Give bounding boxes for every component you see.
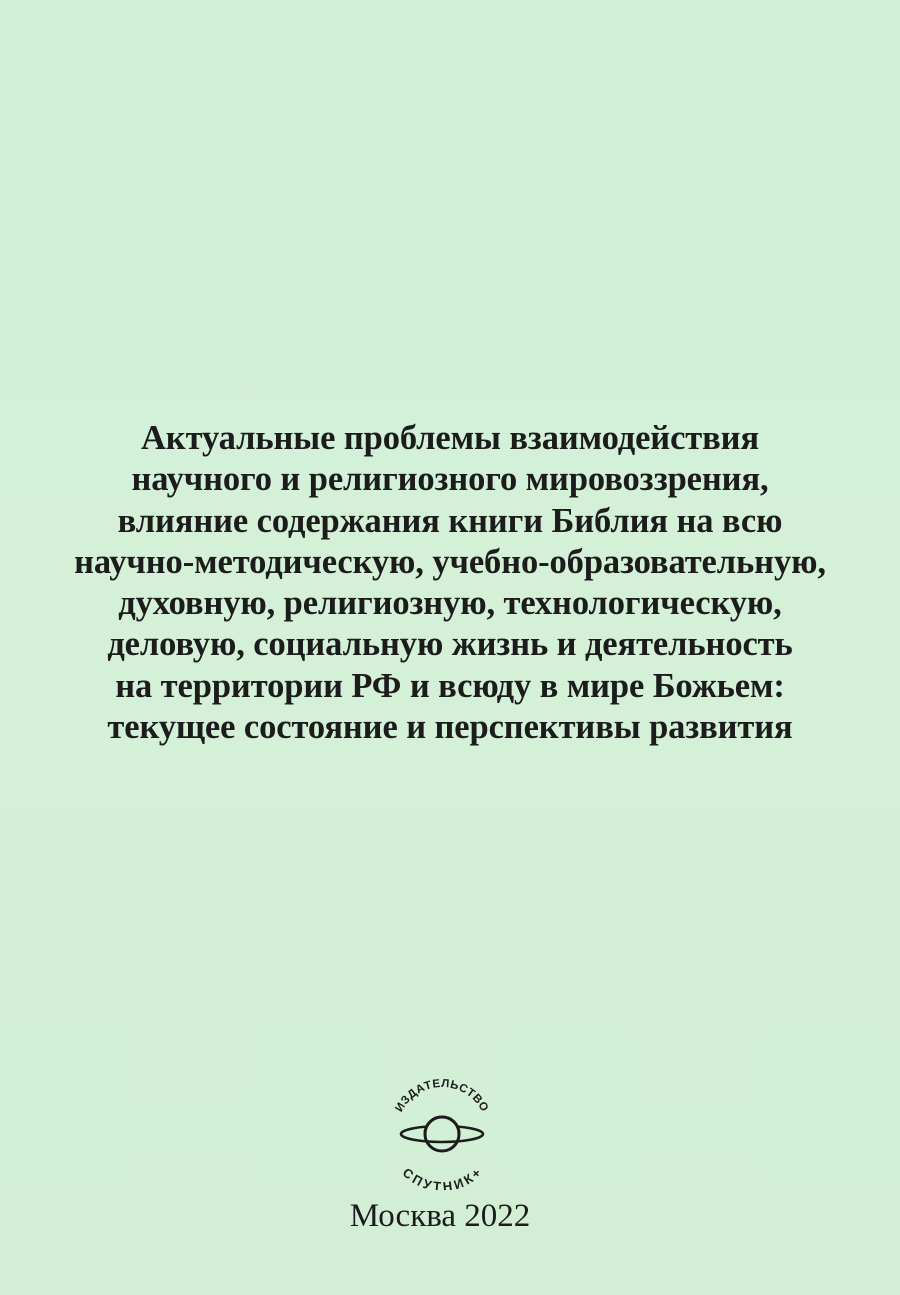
svg-text:ИЗДАТЕЛЬСТВО: [393, 1078, 490, 1114]
logo-bottom-text: СПУТНИК+: [399, 1164, 485, 1190]
book-title: [0, 418, 900, 748]
title-line: духовную, религиозную, технологическую,: [118, 584, 782, 623]
publisher-logo: [383, 1070, 501, 1190]
title-line: Актуальные проблемы взаимодействия: [140, 419, 760, 457]
title-line: влияние содержания книги Библия на всю: [117, 501, 783, 540]
logo-top-text: ИЗДАТЕЛЬСТВО: [393, 1077, 491, 1115]
imprint-city-year: Москва 2022: [349, 1198, 531, 1234]
title-line: научно-методическую, учебно-образовательную,: [74, 542, 826, 581]
planet-ring-icon: [401, 1116, 483, 1151]
title-line: текущее состояние и перспективы развития: [107, 708, 793, 747]
svg-text:СПУТНИК+: [400, 1164, 484, 1190]
title-line: на территории РФ и всюду в мире Божьем:: [115, 666, 785, 705]
title-line: деловую, социальную жизнь и деятельность: [107, 625, 793, 664]
title-line: научного и религиозного мировоззрения,: [131, 460, 769, 499]
